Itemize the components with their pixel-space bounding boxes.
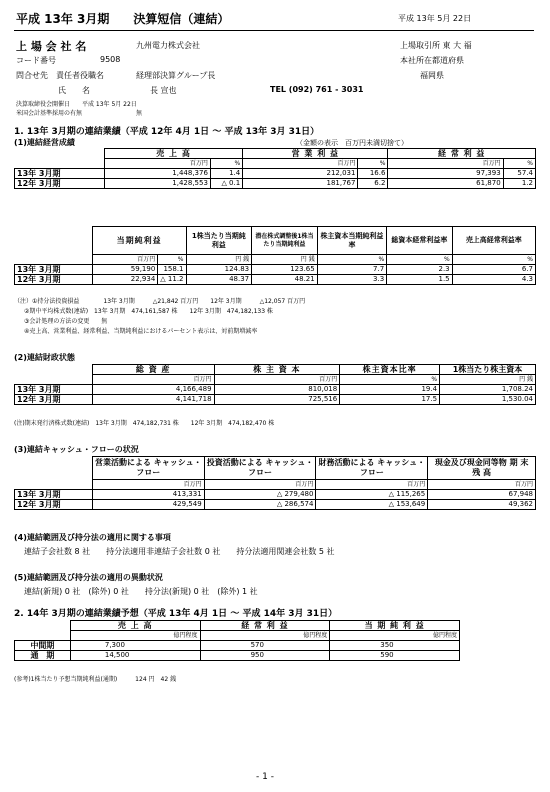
row-label: 12年 3月期 [15,500,93,510]
header-operating-income: 営 業 利 益 [243,149,388,159]
unit-cell: 百万円 [92,480,204,490]
table-cell: 1,708.24 [440,385,536,395]
unit-cell: 百万円 [214,375,340,385]
table-cell: 97,393 [388,169,503,179]
scope-changes-body: 連結(新規) 0 社 (除外) 0 社 持分法(新規) 0 社 (除外) 1 社 [24,587,258,596]
table-cell: 7,300 [70,641,200,651]
cash-flow-heading: (3)連結キャッシュ・フローの状況 [14,445,139,454]
header-diluted-eps: 潜在株式調整後1株当たり当期純利益 [252,227,318,255]
table-cell: 181,767 [243,179,358,189]
table-cell: 212,031 [243,169,358,179]
scope-changes-heading: (5)連結範囲及び持分法の適用の異動状況 [14,573,163,582]
unit-cell: 百万円 [316,480,428,490]
table-cell: 158.1 [158,265,186,275]
table-cell: 350 [330,641,460,651]
unit-cell: % [452,255,535,265]
operating-results-heading: (1)連結経営成績 [14,138,75,147]
table-cell: 49,362 [428,500,536,510]
consolidation-scope-heading: (4)連結範囲及び持分法の適用に関する事項 [14,533,171,542]
row-label: 通 期 [15,651,71,661]
header-net-income: 当期純利益 [92,227,186,255]
header-roe: 株主資本当期純利益率 [317,227,386,255]
exchange: 上場取引所 東 大 福 [400,41,472,50]
table-cell: 2.3 [387,265,452,275]
unit-cell: % [340,375,440,385]
financial-position-table [14,364,536,405]
report-date: 平成 13年 5月 22日 [398,14,472,23]
document-title: 平成 13年 3月期 決算短信（連結） [16,12,230,26]
header-bps: 1株当たり株主資本 [440,365,536,375]
unit-cell: 円 銭 [252,255,318,265]
operating-results-table [14,148,536,189]
table-cell: 16.6 [358,169,388,179]
row-label: 中間期 [15,641,71,651]
shares-note: (注)期末発行済株式数(連結) 13年 3月期 474,182,731 株 12年 3月期 474,182,470 株 [14,420,275,427]
table-row [15,395,536,405]
financial-position-heading: (2)連結財政状態 [14,353,75,362]
header-equity: 株 主 資 本 [214,365,340,375]
unit-cell: 億円程度 [200,631,330,641]
section1-title: 1. 13年 3月期の連結業績（平成 12年 4月 1日 ～ 平成 13年 3月 31日） [14,127,320,137]
row-label: 12年 3月期 [15,179,105,189]
table-cell: 4,141,718 [92,395,214,405]
header-rule [14,30,534,31]
header-equity-ratio: 株主資本比率 [340,365,440,375]
header-cash-balance: 現金及び現金同等物 期 末 残 高 [428,457,536,480]
unit-cell: % [358,159,388,169]
unit-cell: 百万円 [204,480,316,490]
amount-note: （金額の表示 百万円未満切捨て） [296,139,408,147]
code-number: 9508 [100,55,121,64]
table-cell: 6.2 [358,179,388,189]
unit-cell: 百万円 [92,255,158,265]
person-name: 長 宣也 [150,86,177,95]
header-forecast-ordinary: 経 常 利 益 [200,621,330,631]
header-financing-cf: 財務活動による キャッシュ・フロー [316,457,428,480]
telephone: TEL (092) 761 - 3031 [270,85,364,94]
contact-label: 問合せ先 責任者役職名 [16,71,104,80]
table-cell: 1.5 [387,275,452,285]
table-cell: △ 286,574 [204,500,316,510]
hq-label: 本社所在都道府県 [400,56,464,65]
unit-cell: 百万円 [243,159,358,169]
table-row [15,385,536,395]
table-cell: 4,166,489 [92,385,214,395]
table-cell: 19.4 [340,385,440,395]
unit-cell: 百万円 [388,159,503,169]
table-cell: 7.7 [317,265,386,275]
table-cell: 48.37 [186,275,252,285]
table-cell: 22,934 [92,275,158,285]
table-row [15,275,536,285]
table-cell: 48.21 [252,275,318,285]
table-cell: 570 [200,641,330,651]
forecast-heading: 2. 14年 3月期の連結業績予想（平成 13年 4月 1日 ～ 平成 14年 3月 31日） [14,609,338,619]
header-ordinary-income: 経 常 利 益 [388,149,536,159]
table-cell: 590 [330,651,460,661]
table-cell: 67,948 [428,490,536,500]
note-line: （注）①持分法投資損益 13年 3月期 △21,842 百万円 12年 3月期 △12,057 百万円 [14,298,306,305]
unit-cell: 億円程度 [70,631,200,641]
table-cell: 1,428,553 [104,179,210,189]
table-cell: 950 [200,651,330,661]
table-cell: 1,448,376 [104,169,210,179]
header-margin: 売上高経常利益率 [452,227,535,255]
row-label: 12年 3月期 [15,395,93,405]
unit-cell: % [158,255,186,265]
row-label: 13年 3月期 [15,490,93,500]
unit-cell: 百万円 [92,375,214,385]
header-eps: 1株当たり当期純利益 [186,227,252,255]
row-label: 13年 3月期 [15,385,93,395]
table-row [15,641,460,651]
code-label: コード番号 [16,56,56,65]
table-row [15,651,460,661]
unit-cell: % [210,159,242,169]
table-cell: 1.2 [503,179,535,189]
us-gaap-value: 無 [136,110,143,117]
table-cell: 61,870 [388,179,503,189]
note-line: ②期中平均株式数(連結) 13年 3月期 474,161,587 株 12年 3月期 474,182,133 株 [24,308,273,315]
table-cell: 124.83 [186,265,252,275]
cash-flow-table [14,456,536,510]
consolidation-scope-body: 連結子会社数 8 社 持分法適用非連結子会社数 0 社 持分法適用関連会社数 5 社 [24,547,335,556]
page-number: - 1 - [256,772,274,782]
prefecture: 福岡県 [420,71,444,80]
table-cell: 810,018 [214,385,340,395]
header-forecast-sales: 売 上 高 [70,621,200,631]
row-label: 13年 3月期 [15,169,105,179]
note-line: ④売上高、営業利益、経常利益、当期純利益におけるパーセント表示は、対前期増減率 [24,328,258,335]
table-cell: 1,530.04 [440,395,536,405]
table-cell: △ 0.1 [210,179,242,189]
company-name: 九州電力株式会社 [136,41,200,50]
unit-cell: 百万円 [104,159,210,169]
table-row [15,500,536,510]
row-label: 12年 3月期 [15,275,93,285]
company-name-label: 上 場 会 社 名 [16,40,87,53]
board-date: 決算取締役会開催日 平成 13年 5月 22日 [16,101,137,108]
table-cell: 3.3 [317,275,386,285]
unit-cell: % [317,255,386,265]
table-row [15,169,536,179]
table-cell: 6.7 [452,265,535,275]
table-cell: 1.4 [210,169,242,179]
table-cell: △ 153,649 [316,500,428,510]
unit-cell: 億円程度 [330,631,460,641]
forecast-table [14,620,460,661]
unit-cell: 円 銭 [440,375,536,385]
table-cell: 14,500 [70,651,200,661]
table-cell: 725,516 [214,395,340,405]
row-label: 13年 3月期 [15,265,93,275]
unit-cell: % [387,255,452,265]
table-row [15,490,536,500]
unit-cell: 円 銭 [186,255,252,265]
table-row [15,179,536,189]
table-cell: 57.4 [503,169,535,179]
table-cell: △ 115,265 [316,490,428,500]
unit-cell: % [503,159,535,169]
table-row [15,265,536,275]
net-income-table [14,226,536,285]
table-cell: 17.5 [340,395,440,405]
note-line: ③会計処理の方法の変更 無 [24,318,108,325]
table-cell: 413,331 [92,490,204,500]
header-operating-cf: 営業活動による キャッシュ・フロー [92,457,204,480]
table-cell: △ 11.2 [158,275,186,285]
header-roa: 総資本経常利益率 [387,227,452,255]
table-cell: △ 279,480 [204,490,316,500]
table-cell: 59,190 [92,265,158,275]
header-investing-cf: 投資活動による キャッシュ・フロー [204,457,316,480]
header-total-assets: 総 資 産 [92,365,214,375]
unit-cell: 百万円 [428,480,536,490]
us-gaap-label: 米国会計基準採用の有無 [16,110,83,117]
table-cell: 123.65 [252,265,318,275]
forecast-eps-note: (参考)1株当たり予想当期純利益(通期) 124 円 42 銭 [14,676,177,683]
table-cell: 4.3 [452,275,535,285]
contact-title: 経理部決算グループ長 [136,71,216,80]
table-cell: 429,549 [92,500,204,510]
header-sales: 売 上 高 [104,149,242,159]
header-forecast-net: 当 期 純 利 益 [330,621,460,631]
person-label: 氏 名 [58,86,90,95]
